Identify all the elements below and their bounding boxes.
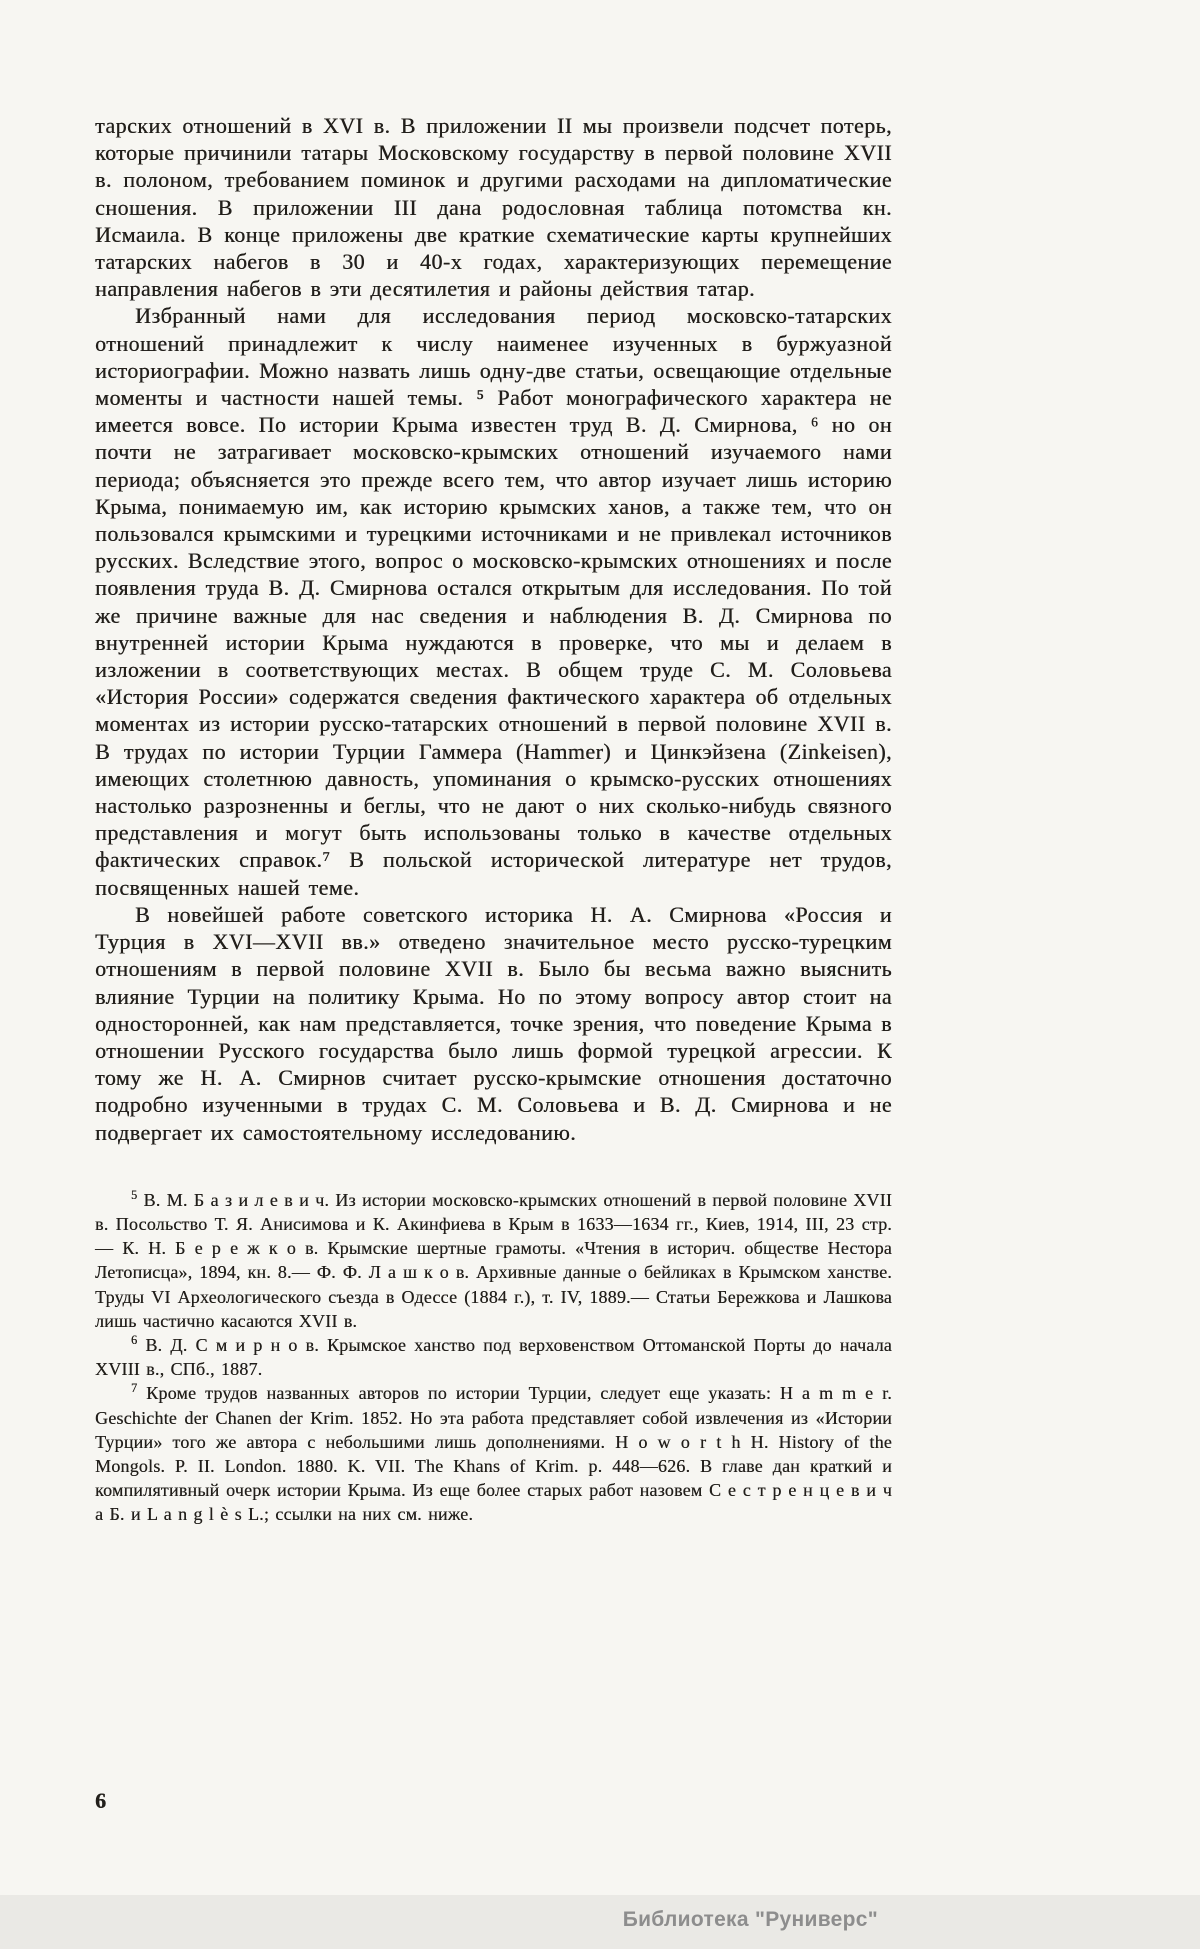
footnote-marker: 5 bbox=[131, 1187, 138, 1202]
scan-footer-band bbox=[0, 1895, 1200, 1949]
body-paragraph-continuation: тарских отношений в XVI в. В приложении II мы произвели подсчет потерь, которые причинили татары Московскому государству в первой половине XVII в. полоном, требованием поминок и другими расходами на дипломатические сношения. В приложении III дана родословная таблица потомства кн. Исмаила. В конце приложены две краткие схематические карты крупнейших татарских набегов в 30 и 40-х годах, характеризующих перемещение направления набегов в эти десятилетия и районы действия татар. bbox=[95, 113, 892, 302]
footnote-text: В. Д. С м и р н о в. Крымское ханство под верховенством Оттоманской Порты до начала XVIII в., СПб., 1887. bbox=[95, 1334, 892, 1380]
footnote bbox=[95, 1381, 892, 1526]
footnote bbox=[95, 1188, 892, 1333]
footnote-marker: 6 bbox=[131, 1332, 138, 1347]
footnotes-section bbox=[95, 1188, 892, 1527]
page-number: 6 bbox=[95, 1788, 106, 1813]
footnote bbox=[95, 1333, 892, 1381]
body-paragraph: Избранный нами для исследования период московско-татарских отношений принадлежит к числу наименее изученных в буржуазной историографии. Можно назвать лишь одну-две статьи, освещающие отдельные моменты и частности нашей темы. ⁵ Работ монографического характера не имеется вовсе. По истории Крыма известен труд В. Д. Смирнова, ⁶ но он почти не затрагивает московско-крымских отношений изучаемого нами периода; объясняется это прежде всего тем, что автор изучает лишь историю Крыма, понимаемую им, как историю крымских ханов, а также тем, что он пользовался крымскими и турецкими источниками и не привлекал источников русских. Вследствие этого, вопрос о московско-крымских отношениях и после появления труда В. Д. Смирнова остался открытым для исследования. По той же причине важные для нас сведения и наблюдения В. Д. Смирнова по внутренней истории Крыма нуждаются в проверке, что мы и делаем в изложении в соответствующих местах. В общем труде С. М. Соловьева «История России» содержатся сведения фактического характера об отдельных моментах из истории русско-татарских отношений в первой половине XVII в. В трудах по истории Турции Гаммера (Hammer) и Цинкэйзена (Zinkeisen), имеющих столетнюю давность, упоминания о крымско-русских отношениях настолько разрозненны и беглы, что не дают о них сколько-нибудь связного представления и могут быть использованы только в качестве отдельных фактических справок.⁷ В польской исторической литературе нет трудов, посвященных нашей теме. bbox=[95, 303, 892, 900]
footnote-text: В. М. Б а з и л е в и ч. Из истории московско-крымских отношений в первой половине XVII в. Посольство Т. Я. Анисимова и К. Акинфиева в Крым в 1633—1634 гг., Киев, 1914, III, 23 стр.— К. Н. Б е р е ж к о в. Крымские шертные грамоты. «Чтения в историч. обществе Нестора Летописца», 1894, кн. 8.— Ф. Ф. Л а ш к о в. Архивные данные о бейликах в Крымском ханстве. Труды VI Археологического съезда в Одессе (1884 г.), т. IV, 1889.— Статьи Бережкова и Лашкова лишь частично касаются XVII в. bbox=[95, 1189, 893, 1331]
page-text-block bbox=[95, 112, 892, 1527]
footnote-marker: 7 bbox=[131, 1381, 138, 1396]
library-watermark: Библиотека "Руниверс" bbox=[622, 1908, 878, 1931]
footnote-text: Кроме трудов названных авторов по истории Турции, следует еще указать: H a m m e r. Geschichte der Chanen der Krim. 1852. Но эта работа представляет собой извлечения из «Истории Турции» того же автора с небольшими лишь дополнениями. H o w o r t h H. History of the Mongols. P. II. London. 1880. K. VII. The Khans of Krim. p. 448—626. В главе дан краткий и компилятивный очерк истории Крыма. Из еще более старых работ назовем С е с т р е н ц е в и ч а Б. и L a n g l è s L.; ссылки на них см. ниже. bbox=[95, 1383, 892, 1525]
body-paragraph: В новейшей работе советского историка Н. А. Смирнова «Россия и Турция в XVI—XVII вв.» отведено значительное место русско-турецким отношениям в первой половине XVII в. Было бы весьма важно выяснить влияние Турции на политику Крыма. Но по этому вопросу автор стоит на односторонней, как нам представляется, точке зрения, что поведение Крыма в отношении Русского государства было лишь формой турецкой агрессии. К тому же Н. А. Смирнов считает русско-крымские отношения достаточно подробно изученными в трудах С. М. Соловьева и В. Д. Смирнова и не подвергает их самостоятельному исследованию. bbox=[95, 901, 892, 1145]
